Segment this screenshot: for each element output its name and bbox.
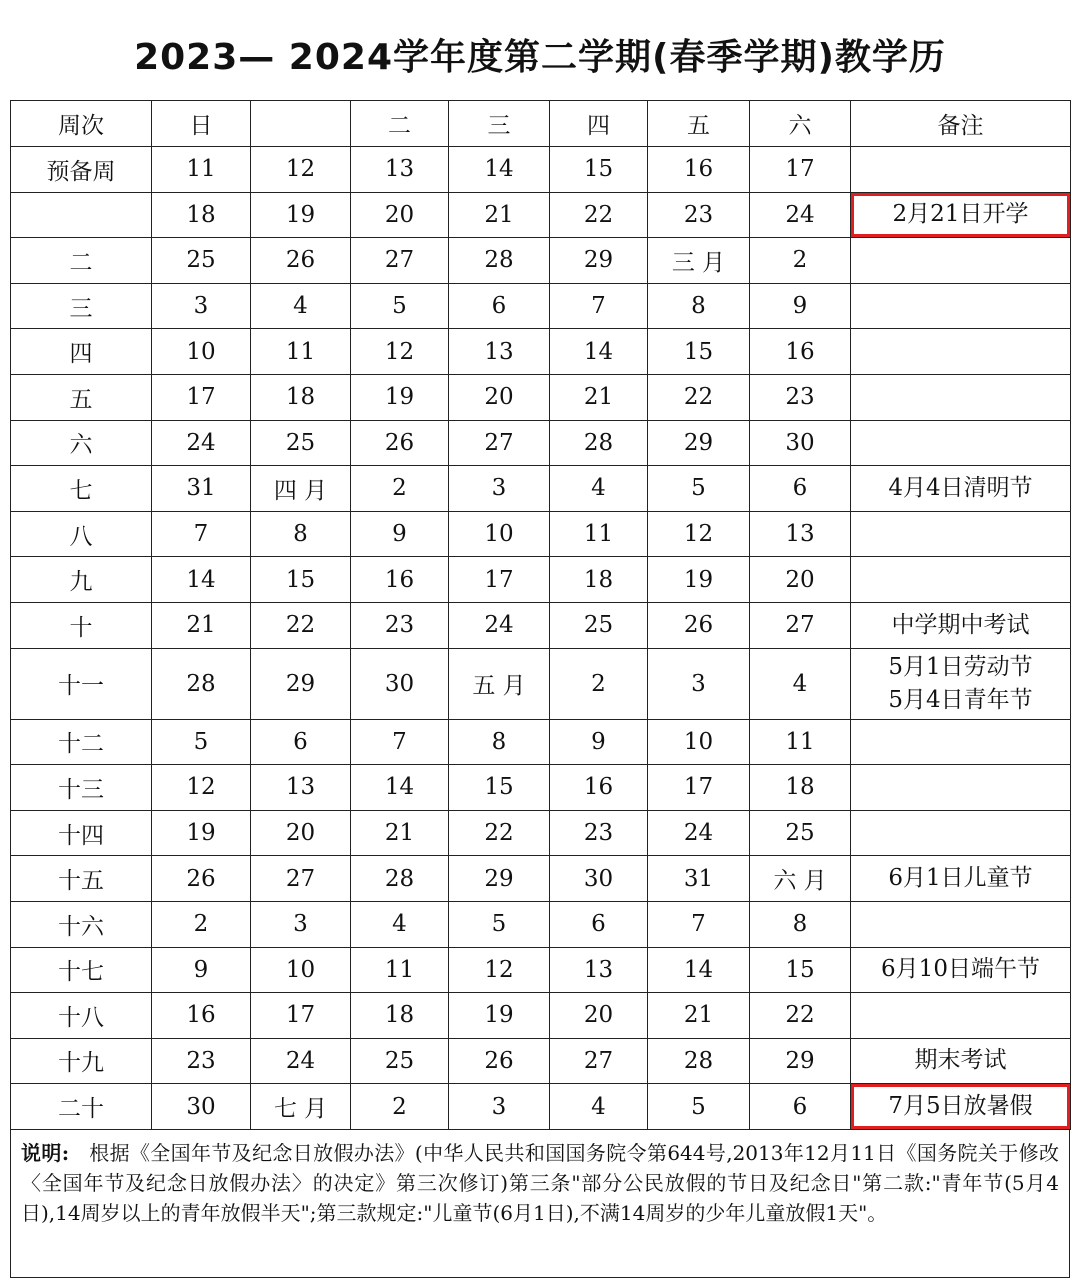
day-cell: 13 — [750, 511, 851, 557]
day-cell: 11 — [251, 329, 351, 375]
day-cell: 16 — [152, 993, 251, 1039]
note-line: 中学期中考试 — [891, 611, 1030, 638]
day-cell: 五 月 — [449, 648, 550, 719]
day-cell: 27 — [351, 238, 449, 284]
table-row — [11, 602, 1071, 648]
day-cell: 15 — [251, 557, 351, 603]
day-cell: 15 — [449, 765, 550, 811]
week-cell: 十六 — [11, 901, 152, 947]
day-cell: 5 — [648, 466, 750, 512]
header-cell: 二 — [351, 101, 449, 147]
week-cell — [11, 192, 152, 238]
day-cell: 12 — [251, 147, 351, 193]
note-cell — [851, 374, 1071, 420]
day-cell: 12 — [351, 329, 449, 375]
day-cell: 27 — [251, 856, 351, 902]
week-cell: 预备周 — [11, 147, 152, 193]
week-cell: 十四 — [11, 810, 152, 856]
day-cell: 10 — [152, 329, 251, 375]
day-cell: 13 — [351, 147, 449, 193]
day-cell: 17 — [449, 557, 550, 603]
day-cell: 20 — [750, 557, 851, 603]
note-line: 5月1日劳动节 — [888, 653, 1033, 680]
day-cell: 12 — [152, 765, 251, 811]
day-cell: 11 — [750, 719, 851, 765]
note-line: 6月1日儿童节 — [888, 865, 1033, 892]
day-cell: 22 — [550, 192, 648, 238]
day-cell: 11 — [152, 147, 251, 193]
note-cell — [851, 420, 1071, 466]
day-cell: 25 — [550, 602, 648, 648]
day-cell: 6 — [550, 901, 648, 947]
day-cell: 6 — [449, 283, 550, 329]
day-cell: 16 — [750, 329, 851, 375]
table-row — [11, 557, 1071, 603]
day-cell: 2 — [550, 648, 648, 719]
day-cell: 8 — [648, 283, 750, 329]
note-cell — [851, 1084, 1071, 1130]
note-cell — [851, 329, 1071, 375]
day-cell: 30 — [351, 648, 449, 719]
day-cell: 4 — [550, 466, 648, 512]
note-line: 5月4日青年节 — [888, 686, 1033, 713]
day-cell: 30 — [750, 420, 851, 466]
header-cell: 三 — [449, 101, 550, 147]
day-cell: 25 — [152, 238, 251, 284]
day-cell: 24 — [648, 810, 750, 856]
day-cell: 9 — [750, 283, 851, 329]
day-cell: 14 — [550, 329, 648, 375]
note-line: 期末考试 — [914, 1047, 1007, 1074]
day-cell: 11 — [351, 947, 449, 993]
table-row — [11, 719, 1071, 765]
week-cell: 十九 — [11, 1038, 152, 1084]
day-cell: 7 — [550, 283, 648, 329]
day-cell: 14 — [648, 947, 750, 993]
day-cell: 8 — [449, 719, 550, 765]
week-cell: 十八 — [11, 993, 152, 1039]
day-cell: 28 — [550, 420, 648, 466]
note-cell — [851, 648, 1071, 719]
day-cell: 7 — [152, 511, 251, 557]
note-cell — [851, 147, 1071, 193]
note-cell — [851, 856, 1071, 902]
day-cell: 31 — [152, 466, 251, 512]
day-cell: 27 — [449, 420, 550, 466]
day-cell: 8 — [750, 901, 851, 947]
day-cell: 29 — [750, 1038, 851, 1084]
day-cell: 15 — [648, 329, 750, 375]
day-cell: 4 — [550, 1084, 648, 1130]
week-cell: 二 — [11, 238, 152, 284]
day-cell: 21 — [648, 993, 750, 1039]
note-cell — [851, 602, 1071, 648]
day-cell: 5 — [351, 283, 449, 329]
header-cell: 备注 — [851, 101, 1071, 147]
day-cell: 17 — [750, 147, 851, 193]
week-cell: 二十 — [11, 1084, 152, 1130]
day-cell: 23 — [351, 602, 449, 648]
day-cell: 10 — [449, 511, 550, 557]
day-cell: 28 — [351, 856, 449, 902]
header-cell: 日 — [152, 101, 251, 147]
day-cell: 21 — [449, 192, 550, 238]
day-cell: 5 — [152, 719, 251, 765]
day-cell: 17 — [251, 993, 351, 1039]
note-cell — [851, 557, 1071, 603]
day-cell: 28 — [449, 238, 550, 284]
table-row — [11, 856, 1071, 902]
day-cell: 26 — [152, 856, 251, 902]
note-line: 7月5日放暑假 — [888, 1093, 1033, 1120]
day-cell: 21 — [152, 602, 251, 648]
table-row — [11, 147, 1071, 193]
day-cell: 18 — [750, 765, 851, 811]
note-cell — [851, 810, 1071, 856]
note-cell — [851, 719, 1071, 765]
day-cell: 29 — [251, 648, 351, 719]
day-cell: 22 — [449, 810, 550, 856]
note-cell — [851, 511, 1071, 557]
day-cell: 21 — [351, 810, 449, 856]
day-cell: 25 — [750, 810, 851, 856]
note-cell — [851, 1038, 1071, 1084]
day-cell: 20 — [550, 993, 648, 1039]
week-cell: 十 — [11, 602, 152, 648]
week-cell: 七 — [11, 466, 152, 512]
table-row — [11, 283, 1071, 329]
day-cell: 27 — [750, 602, 851, 648]
day-cell: 13 — [449, 329, 550, 375]
day-cell: 15 — [750, 947, 851, 993]
day-cell: 13 — [550, 947, 648, 993]
day-cell: 14 — [449, 147, 550, 193]
day-cell: 6 — [750, 1084, 851, 1130]
day-cell: 19 — [449, 993, 550, 1039]
day-cell: 14 — [351, 765, 449, 811]
day-cell: 26 — [449, 1038, 550, 1084]
header-cell: 五 — [648, 101, 750, 147]
table-row — [11, 1038, 1071, 1084]
day-cell: 24 — [449, 602, 550, 648]
day-cell: 19 — [251, 192, 351, 238]
explanation-text: 根据《全国年节及纪念日放假办法》(中华人民共和国国务院令第644号,2013年12月11日《国务院关于修改〈全国年节及纪念日放假办法〉的决定》第三次修订)第三条"部分公民放假的节日及纪念日"第二款:"青年节(5月4日),14周岁以上的青年放假半天";第三款规定:"儿童节(6月1日),不满14周岁的少年儿童放假1天"。 — [21, 1141, 1059, 1225]
table-row — [11, 947, 1071, 993]
header-cell — [251, 101, 351, 147]
note-cell — [851, 238, 1071, 284]
table-row — [11, 466, 1071, 512]
table-row — [11, 993, 1071, 1039]
day-cell: 六 月 — [750, 856, 851, 902]
day-cell: 25 — [351, 1038, 449, 1084]
table-row — [11, 374, 1071, 420]
day-cell: 27 — [550, 1038, 648, 1084]
table-row — [11, 192, 1071, 238]
note-cell — [851, 192, 1071, 238]
day-cell: 2 — [351, 466, 449, 512]
header-row — [11, 101, 1071, 147]
day-cell: 25 — [251, 420, 351, 466]
day-cell: 七 月 — [251, 1084, 351, 1130]
day-cell: 9 — [550, 719, 648, 765]
day-cell: 17 — [648, 765, 750, 811]
day-cell: 18 — [550, 557, 648, 603]
table-row — [11, 329, 1071, 375]
day-cell: 23 — [648, 192, 750, 238]
day-cell: 30 — [152, 1084, 251, 1130]
table-row — [11, 420, 1071, 466]
day-cell: 2 — [152, 901, 251, 947]
header-cell: 周次 — [11, 101, 152, 147]
day-cell: 4 — [351, 901, 449, 947]
day-cell: 6 — [750, 466, 851, 512]
day-cell: 9 — [152, 947, 251, 993]
explanation-lead: 说明: — [21, 1141, 70, 1165]
day-cell: 31 — [648, 856, 750, 902]
day-cell: 30 — [550, 856, 648, 902]
day-cell: 3 — [251, 901, 351, 947]
day-cell: 四 月 — [251, 466, 351, 512]
day-cell: 16 — [648, 147, 750, 193]
day-cell: 2 — [750, 238, 851, 284]
day-cell: 18 — [351, 993, 449, 1039]
day-cell: 29 — [648, 420, 750, 466]
week-cell: 十二 — [11, 719, 152, 765]
day-cell: 6 — [251, 719, 351, 765]
day-cell: 5 — [449, 901, 550, 947]
day-cell: 28 — [152, 648, 251, 719]
day-cell: 26 — [351, 420, 449, 466]
calendar-table — [10, 100, 1071, 1130]
day-cell: 3 — [648, 648, 750, 719]
day-cell: 23 — [750, 374, 851, 420]
day-cell: 19 — [152, 810, 251, 856]
day-cell: 12 — [648, 511, 750, 557]
explanation-note — [10, 1130, 1070, 1278]
day-cell: 14 — [152, 557, 251, 603]
note-cell — [851, 283, 1071, 329]
week-cell: 十五 — [11, 856, 152, 902]
table-row — [11, 810, 1071, 856]
day-cell: 10 — [251, 947, 351, 993]
day-cell: 15 — [550, 147, 648, 193]
day-cell: 20 — [351, 192, 449, 238]
day-cell: 29 — [550, 238, 648, 284]
table-row — [11, 765, 1071, 811]
week-cell: 四 — [11, 329, 152, 375]
table-row — [11, 1084, 1071, 1130]
day-cell: 3 — [152, 283, 251, 329]
day-cell: 22 — [251, 602, 351, 648]
day-cell: 5 — [648, 1084, 750, 1130]
note-line: 4月4日清明节 — [888, 474, 1033, 501]
day-cell: 26 — [648, 602, 750, 648]
day-cell: 28 — [648, 1038, 750, 1084]
day-cell: 18 — [251, 374, 351, 420]
day-cell: 20 — [449, 374, 550, 420]
day-cell: 三 月 — [648, 238, 750, 284]
day-cell: 24 — [750, 192, 851, 238]
day-cell: 9 — [351, 511, 449, 557]
day-cell: 8 — [251, 511, 351, 557]
note-cell — [851, 947, 1071, 993]
day-cell: 4 — [251, 283, 351, 329]
day-cell: 17 — [152, 374, 251, 420]
week-cell: 六 — [11, 420, 152, 466]
table-row — [11, 901, 1071, 947]
week-cell: 十三 — [11, 765, 152, 811]
day-cell: 16 — [550, 765, 648, 811]
day-cell: 22 — [648, 374, 750, 420]
day-cell: 18 — [152, 192, 251, 238]
day-cell: 3 — [449, 466, 550, 512]
day-cell: 20 — [251, 810, 351, 856]
day-cell: 24 — [152, 420, 251, 466]
day-cell: 4 — [750, 648, 851, 719]
week-cell: 三 — [11, 283, 152, 329]
note-cell — [851, 901, 1071, 947]
note-line: 2月21日开学 — [892, 201, 1029, 228]
day-cell: 23 — [550, 810, 648, 856]
day-cell: 13 — [251, 765, 351, 811]
day-cell: 3 — [449, 1084, 550, 1130]
header-cell: 六 — [750, 101, 851, 147]
page-title: 2023— 2024学年度第二学期(春季学期)教学历 — [134, 37, 946, 78]
week-cell: 九 — [11, 557, 152, 603]
table-row — [11, 648, 1071, 719]
week-cell: 十一 — [11, 648, 152, 719]
week-cell: 五 — [11, 374, 152, 420]
table-row — [11, 511, 1071, 557]
day-cell: 24 — [251, 1038, 351, 1084]
day-cell: 22 — [750, 993, 851, 1039]
week-cell: 八 — [11, 511, 152, 557]
day-cell: 19 — [351, 374, 449, 420]
note-cell — [851, 466, 1071, 512]
day-cell: 21 — [550, 374, 648, 420]
note-cell — [851, 765, 1071, 811]
day-cell: 29 — [449, 856, 550, 902]
day-cell: 19 — [648, 557, 750, 603]
day-cell: 11 — [550, 511, 648, 557]
day-cell: 16 — [351, 557, 449, 603]
note-line: 6月10日端午节 — [881, 956, 1040, 983]
header-cell: 四 — [550, 101, 648, 147]
day-cell: 10 — [648, 719, 750, 765]
day-cell: 23 — [152, 1038, 251, 1084]
table-row — [11, 238, 1071, 284]
day-cell: 12 — [449, 947, 550, 993]
day-cell: 7 — [351, 719, 449, 765]
note-cell — [851, 993, 1071, 1039]
week-cell: 十七 — [11, 947, 152, 993]
day-cell: 7 — [648, 901, 750, 947]
day-cell: 26 — [251, 238, 351, 284]
day-cell: 2 — [351, 1084, 449, 1130]
